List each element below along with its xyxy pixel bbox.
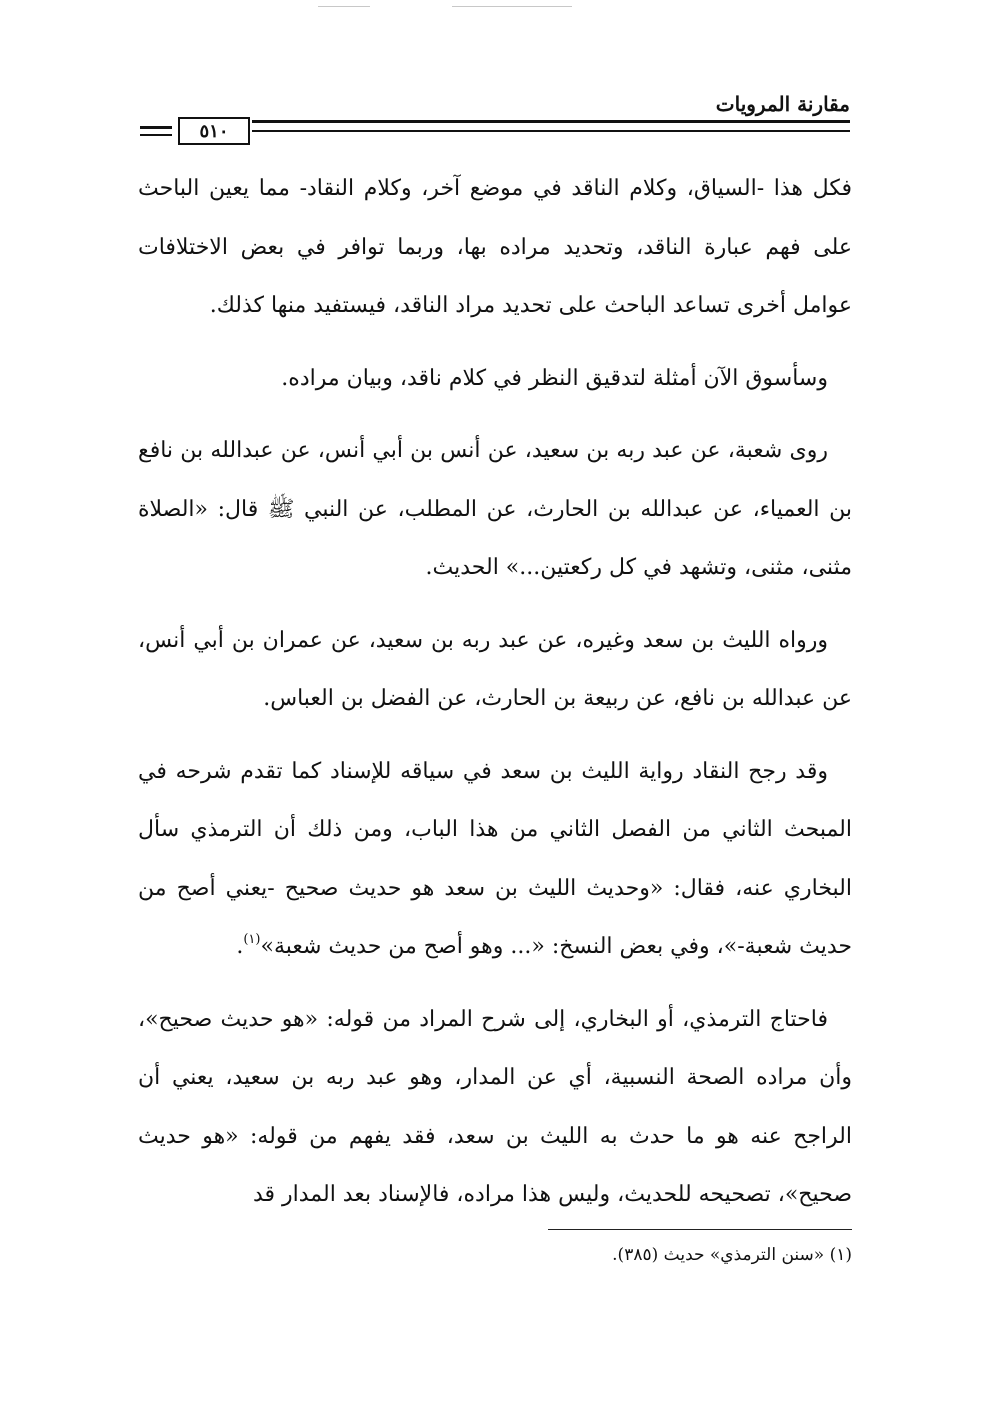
paragraph-5-text: وقد رجح النقاد رواية الليث بن سعد في سياقه للإسناد كما تقدم شرحه في المبحث الثاني من الفصل الثاني من هذا الباب، ومن ذلك أن الترمذي سأل البخاري عنه، فقال: «وحديث الليث بن سعد هو حديث صحيح -يعني أصح من حديث شعبة-»، وفي بعض النسخ: «... وهو أصح من حديث شعبة»	[138, 758, 852, 959]
running-header	[140, 92, 850, 142]
header-rule-bottom	[252, 130, 850, 132]
paragraph-1: فكل هذا -السياق، وكلام الناقد في موضع آخر، وكلام النقاد- مما يعين الباحث على فهم عبارة الناقد، وتحديد مراده بها، وربما توافر في بعض الاختلافات عوامل أخرى تساعد الباحث على تحديد مراد الناقد، فيستفيد منها كذلك.	[138, 176, 852, 318]
paragraph-5-end: .	[236, 934, 244, 959]
paragraph-5	[138, 743, 852, 977]
prophet-seal-glyph: ﷺ	[267, 496, 295, 522]
footnote: (١) «سنن الترمذي» حديث (٣٨٥).	[612, 1245, 852, 1265]
footnote-reference[interactable]: (١)	[243, 932, 261, 947]
scan-mark	[452, 6, 572, 7]
running-header-title: مقارنة المرويات	[715, 92, 850, 116]
footnote-separator	[548, 1229, 852, 1230]
header-rule-left-top	[140, 126, 172, 129]
page-number: ٥١٠	[178, 117, 250, 145]
paragraph-3-text: روى شعبة، عن عبد ربه بن سعيد، عن أنس بن أبي أنس، عن عبدالله بن نافع بن العمياء، عن عبدالله بن الحارث، عن المطلب، عن النبي	[138, 438, 852, 522]
main-text	[138, 160, 852, 1225]
paragraph-2: وسأسوق الآن أمثلة لتدقيق النظر في كلام ناقد، وبيان مراده.	[281, 365, 828, 391]
paragraph-3-text-end: قال: «الصلاة مثنى، مثنى، وتشهد في كل ركعتين...» الحديث.	[138, 496, 852, 580]
header-rule-top	[252, 120, 850, 123]
scan-mark	[318, 6, 370, 7]
paragraph-3	[138, 422, 852, 598]
paragraph-4: ورواه الليث بن سعد وغيره، عن عبد ربه بن سعيد، عن عمران بن أبي أنس، عن عبدالله بن نافع، عن ربيعة بن الحارث، عن الفضل بن العباس.	[138, 627, 852, 711]
header-rule-left-bottom	[140, 134, 172, 136]
paragraph-6: فاحتاج الترمذي، أو البخاري، إلى شرح المراد من قوله: «هو حديث صحيح»، وأن مراده الصحة النسبية، أي عن المدار، وهو عبد ربه بن سعيد، يعني أن الراجح عنه هو ما حدث به الليث بن سعد، فقد يفهم من قوله: «هو حديث صحيح»، تصحيحه للحديث، وليس هذا مراده، فالإسناد بعد المدار قد	[138, 1006, 852, 1207]
